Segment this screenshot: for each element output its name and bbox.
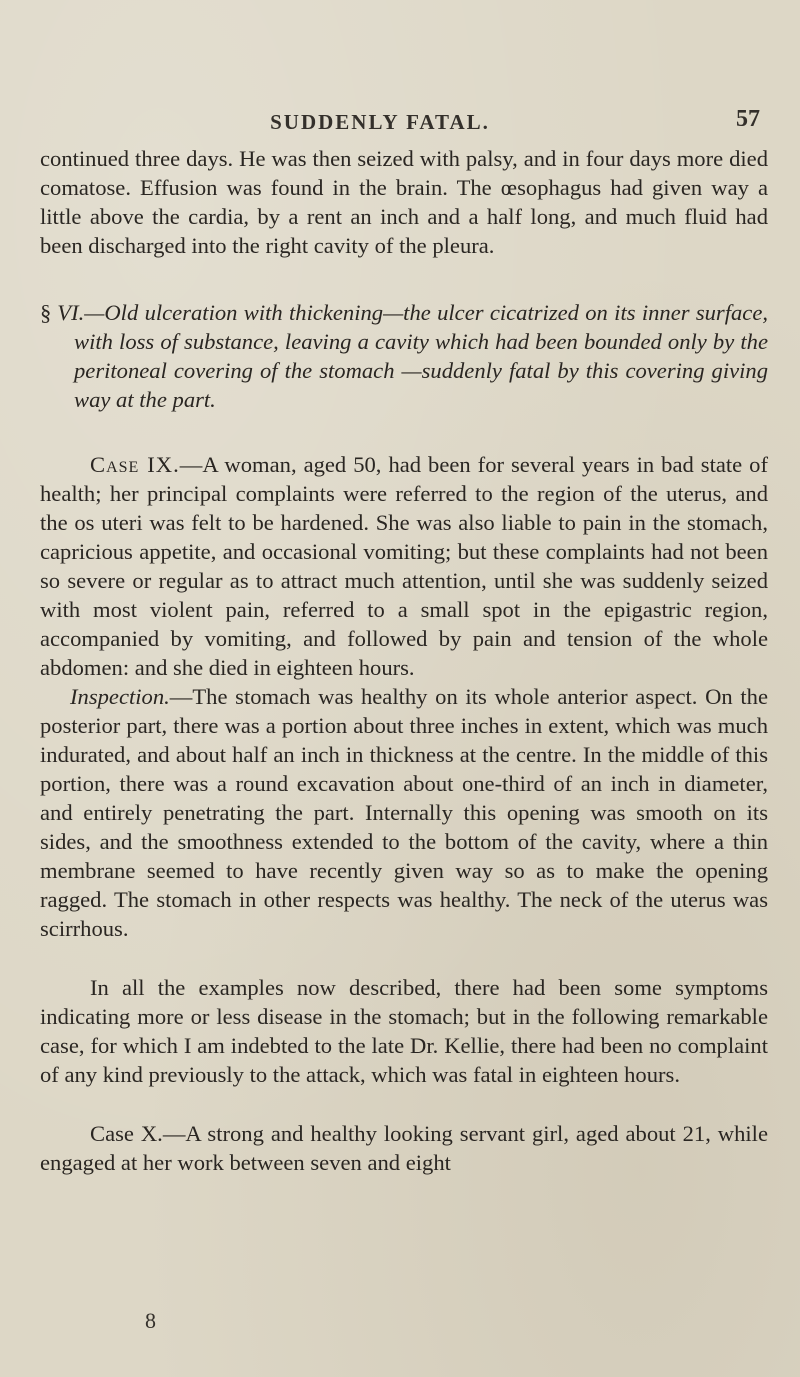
case-x-paragraph xyxy=(40,1119,768,1177)
section-heading-text: VI.—Old ulceration with thickening—the ulcer cicatrized on its inner surface, with loss of substance, leaving a cavity which had been bounded only by the peritoneal covering of the stomach —suddenly fatal by this covering giving way at the part. xyxy=(57,300,768,412)
general-paragraph: In all the examples now described, there had been some symptoms indicating more or less disease in the stomach; but in the following remarkable case, for which I am indebted to the late Dr. Kellie, there had been no complaint of any kind previously to the attack, which was fatal in eighteen hours. xyxy=(40,975,768,1087)
body-text xyxy=(40,140,768,1177)
inspection-label: Inspection. xyxy=(70,684,170,709)
inspection-text: —The stomach was healthy on its whole anterior aspect. On the posterior part, there was a portion about three inches in extent, which was much indurated, and about half an inch in thickness at the centre. In the middle of this portion, there was a round excavation about one-third of an inch in diameter, and entirely penetrating the part. Internally this opening was smooth on its sides, and the smoothness extended to the bottom of the cavity, where a thin membrane seemed to have recently given way so as to make the opening ragged. The stomach in other respects was healthy. The neck of the uterus was scirrhous. xyxy=(40,684,768,941)
case-x-label: Case X. xyxy=(90,1121,163,1146)
section-symbol: § xyxy=(40,300,52,325)
inspection-paragraph xyxy=(40,682,768,943)
page-number: 57 xyxy=(736,106,760,132)
printer-signature-mark: 8 xyxy=(145,1308,156,1333)
running-title: SUDDENLY FATAL. xyxy=(270,110,490,134)
case-ix-label: Case IX. xyxy=(90,452,180,477)
case-x-text: —A strong and healthy looking servant girl, aged about 21, while engaged at her work between seven and eight xyxy=(40,1121,768,1175)
case-ix-text: —A woman, aged 50, had been for several years in bad state of health; her principal complaints were referred to the region of the uterus, and the os uteri was felt to be hardened. She was also liable to pain in the stomach, capricious appetite, and occasional vomiting; but these complaints had not been so severe or regular as to attract much attention, until she was suddenly seized with most violent pain, referred to a small spot in the epigastric region, accompanied by vomiting, and followed by pain and tension of the whole abdomen: and she died in eighteen hours. xyxy=(40,452,768,680)
case-ix-paragraph xyxy=(40,450,768,682)
continuation-paragraph: continued three days. He was then seized with palsy, and in four days more died comatose. Effusion was found in the brain. The œsophagus had given way a little above the cardia, by a rent an inch and a half long, and much fluid had been discharged into the right cavity of the pleura. xyxy=(40,146,768,258)
section-heading xyxy=(40,298,768,414)
